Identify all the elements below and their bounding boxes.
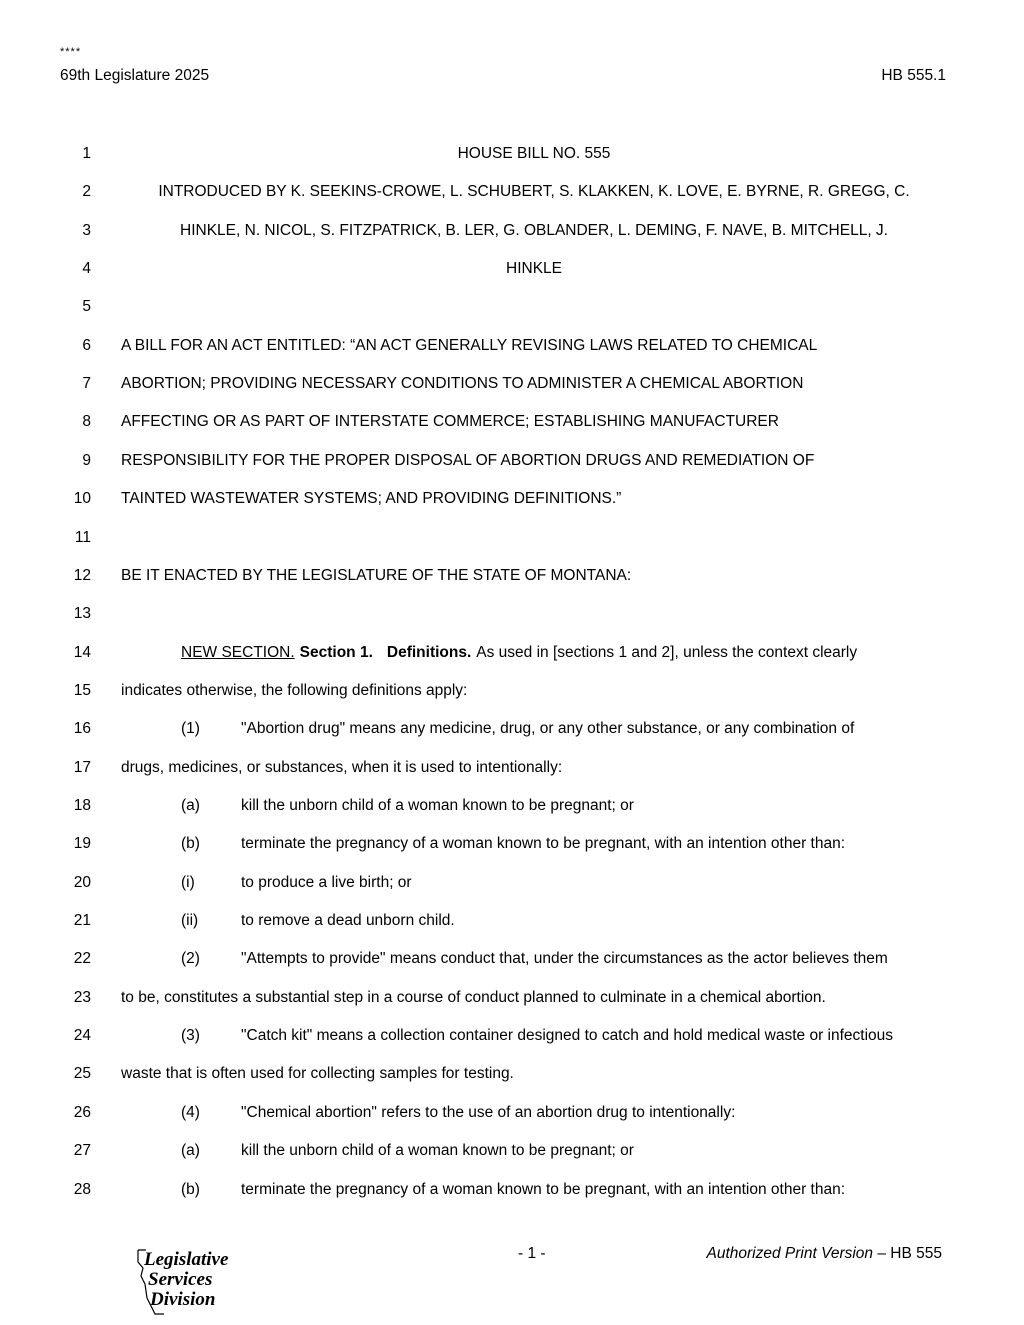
line-text: BE IT ENACTED BY THE LEGISLATURE OF THE STATE OF MONTANA: [121, 566, 632, 584]
bill-line [0, 756, 1024, 780]
new-section-label: NEW SECTION. [181, 643, 295, 661]
bill-line [0, 180, 1024, 204]
line-number: 4 [82, 260, 91, 278]
line-text: AFFECTING OR AS PART OF INTERSTATE COMMERCE; ESTABLISHING MANUFACTURER [121, 413, 779, 431]
line-number: 17 [73, 758, 91, 776]
list-marker: (2) [181, 950, 200, 968]
bill-line [0, 1139, 1024, 1163]
line-text: "Chemical abortion" refers to the use of an abortion drug to intentionally: [241, 1103, 736, 1121]
bill-line [0, 487, 1024, 511]
line-number: 2 [82, 183, 91, 201]
bill-line [0, 1178, 1024, 1202]
line-text: "Abortion drug" means any medicine, drug, or any other substance, or any combination of [241, 720, 855, 738]
logo-line-1: Legislative [144, 1249, 229, 1270]
bill-line [0, 1024, 1024, 1048]
list-marker: (i) [181, 873, 195, 891]
line-text: terminate the pregnancy of a woman known to be pregnant, with an intention other than: [241, 835, 846, 853]
line-text: waste that is often used for collecting samples for testing. [121, 1065, 514, 1083]
line-number: 6 [82, 336, 91, 354]
line-text: INTRODUCED BY K. SEEKINS-CROWE, L. SCHUBERT, S. KLAKKEN, K. LOVE, E. BYRNE, R. GREGG, C. [158, 183, 910, 201]
line-number: 7 [82, 375, 91, 393]
bill-line [0, 871, 1024, 895]
bill-line [0, 679, 1024, 703]
section-heading-line [181, 641, 857, 665]
list-marker: (a) [181, 1142, 200, 1160]
line-number: 13 [73, 605, 91, 623]
header-stars: **** [60, 46, 82, 58]
line-number: 15 [73, 681, 91, 699]
line-text: indicates otherwise, the following definitions apply: [121, 681, 468, 699]
bill-line [0, 526, 1024, 550]
list-marker: (b) [181, 1180, 200, 1198]
line-text: HINKLE [506, 260, 562, 278]
list-marker: (3) [181, 1027, 200, 1045]
line-number: 25 [73, 1065, 91, 1083]
bill-line [0, 641, 1024, 665]
line-number: 26 [73, 1103, 91, 1121]
line-number: 18 [73, 797, 91, 814]
line-number: 23 [73, 988, 91, 1006]
bill-line [0, 602, 1024, 626]
authorized-label: Authorized Print Version [706, 1245, 874, 1262]
line-text: "Attempts to provide" means conduct that, under the circumstances as the actor believes them [241, 950, 888, 968]
bill-line [0, 410, 1024, 434]
logo-line-2: Services [148, 1269, 213, 1290]
bill-line [0, 257, 1024, 281]
line-number: 8 [82, 413, 91, 431]
line-text: to remove a dead unborn child. [241, 912, 455, 929]
line-text: to be, constitutes a substantial step in a course of conduct planned to culminate in a chemical abortion. [121, 988, 826, 1006]
line-number: 10 [73, 490, 91, 508]
logo-line-3: Division [150, 1289, 216, 1310]
line-number: 27 [73, 1142, 91, 1160]
bill-line [0, 219, 1024, 243]
section-number: Section 1. [299, 643, 373, 661]
bill-line [0, 142, 1024, 166]
legislature-label: 69th Legislature 2025 [60, 67, 210, 84]
list-marker: (a) [181, 797, 200, 814]
line-number: 22 [73, 950, 91, 968]
bill-line [0, 717, 1024, 741]
line-text: to produce a live birth; or [241, 873, 412, 891]
line-text: "Catch kit" means a collection container designed to catch and hold medical waste or infectious [241, 1027, 894, 1045]
lsd-logo [134, 1248, 246, 1318]
line-number: 11 [74, 528, 91, 546]
line-number: 12 [73, 566, 91, 584]
bill-line [0, 947, 1024, 971]
section-heading: Definitions. [386, 643, 472, 661]
page-number: - 1 - [518, 1245, 546, 1262]
line-number: 1 [82, 145, 91, 162]
bill-line [0, 909, 1024, 933]
line-number: 14 [73, 643, 91, 661]
line-text: drugs, medicines, or substances, when it is used to intentionally: [121, 758, 563, 776]
bill-line [0, 334, 1024, 358]
bill-line [0, 1062, 1024, 1086]
bill-line [0, 986, 1024, 1010]
line-text: A BILL FOR AN ACT ENTITLED: “AN ACT GENERALLY REVISING LAWS RELATED TO CHEMICAL [121, 336, 818, 354]
line-number: 24 [73, 1027, 91, 1045]
line-text: HINKLE, N. NICOL, S. FITZPATRICK, B. LER, G. OBLANDER, L. DEMING, F. NAVE, B. MITCHELL, J. [180, 221, 888, 239]
bill-line [0, 564, 1024, 588]
line-number: 3 [82, 221, 91, 239]
line-number: 28 [73, 1180, 91, 1198]
list-marker: (b) [181, 835, 200, 853]
line-number: 20 [73, 873, 91, 891]
bill-line [0, 832, 1024, 856]
line-text: kill the unborn child of a woman known to be pregnant; or [241, 1142, 634, 1160]
bill-line [0, 1101, 1024, 1125]
line-text: As used in [sections 1 and 2], unless the context clearly [476, 643, 858, 661]
line-number: 9 [82, 451, 91, 469]
line-text: kill the unborn child of a woman known to be pregnant; or [241, 797, 634, 814]
line-text: terminate the pregnancy of a woman known to be pregnant, with an intention other than: [241, 1180, 846, 1198]
list-marker: (ii) [181, 912, 199, 929]
authorized-suffix: – HB 555 [873, 1245, 942, 1262]
authorized-print-version [706, 1245, 942, 1263]
list-marker: (4) [181, 1103, 200, 1121]
line-text: ABORTION; PROVIDING NECESSARY CONDITIONS TO ADMINISTER A CHEMICAL ABORTION [121, 375, 804, 393]
line-number: 21 [73, 912, 91, 929]
line-number: 5 [82, 298, 91, 316]
line-number: 19 [73, 835, 91, 853]
bill-line [0, 449, 1024, 473]
line-text: HOUSE BILL NO. 555 [457, 145, 611, 162]
bill-id: HB 555.1 [881, 67, 946, 84]
list-marker: (1) [181, 720, 200, 738]
line-text: RESPONSIBILITY FOR THE PROPER DISPOSAL OF ABORTION DRUGS AND REMEDIATION OF [121, 451, 815, 469]
line-text: TAINTED WASTEWATER SYSTEMS; AND PROVIDING DEFINITIONS.” [121, 490, 622, 508]
bill-line [0, 372, 1024, 396]
line-number: 16 [73, 720, 91, 738]
bill-line [0, 794, 1024, 818]
bill-line [0, 295, 1024, 319]
